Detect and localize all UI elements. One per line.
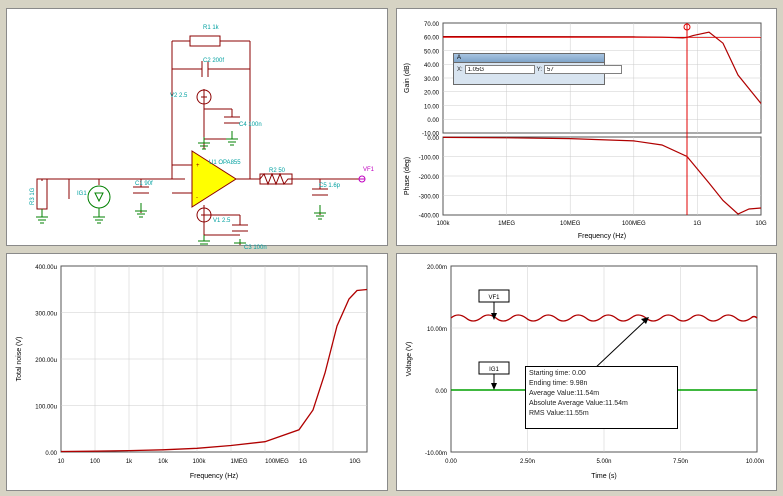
component-label-r2: R2 50 xyxy=(269,168,286,174)
gain-ytick-6: 10.00 xyxy=(423,104,439,111)
gain-ytick-7: 0.00 xyxy=(427,118,439,124)
trans-xtick-0: 0.00 xyxy=(445,459,457,465)
bode-xtick-1: 1MEG xyxy=(498,221,516,227)
bode-xlabel: Frequency (Hz) xyxy=(577,233,627,240)
phase-ytick-1: -100.00 xyxy=(418,155,439,162)
stat-absolute-average-value: Absolute Average Value:11.54m xyxy=(529,400,628,407)
trans-xtick-1: 2.50n xyxy=(519,459,536,465)
bode-xtick-2: 10MEG xyxy=(560,221,581,227)
noise-xtick-3: 10k xyxy=(158,459,168,465)
phase-ytick-0: 0.00 xyxy=(427,136,439,142)
trans-xlabel: Time (s) xyxy=(591,473,617,480)
measurement-stats-box[interactable] xyxy=(525,366,678,429)
bode-plot-panel[interactable] xyxy=(396,8,777,246)
bode-chart[interactable] xyxy=(397,9,776,245)
component-label-u1: U1 OPA855 xyxy=(209,160,241,166)
noise-xtick-2: 1k xyxy=(125,459,133,465)
phase-ytick-4: -400.00 xyxy=(418,213,439,220)
gain-ytick-5: 20.00 xyxy=(423,90,439,97)
component-label-c5: C5 1.6p xyxy=(319,183,341,189)
cursor-x-label: X: xyxy=(457,66,463,73)
component-label-c3: C3 100n xyxy=(244,245,267,251)
cursor-x-input[interactable] xyxy=(465,65,535,74)
stat-rms-value: RMS Value:11.55m xyxy=(529,410,589,417)
noise-xtick-4: 100k xyxy=(192,459,206,465)
stat-starting-time: Starting time: 0.00 xyxy=(529,370,586,377)
noise-xtick-7: 1G xyxy=(298,459,308,465)
trans-xtick-3: 7.50n xyxy=(672,459,689,465)
noise-ytick-4: 0.00 xyxy=(45,451,57,457)
gain-ytick-8: -10.00 xyxy=(421,131,439,138)
noise-xlabel: Frequency (Hz) xyxy=(189,473,239,480)
gain-ytick-0: 70.00 xyxy=(423,22,439,28)
trans-ylabel: Voltage (V) xyxy=(406,341,413,377)
bode-xtick-5: 10G xyxy=(755,221,767,227)
trans-xtick-4: 10.00n xyxy=(745,459,765,465)
noise-xtick-0: 10 xyxy=(57,459,65,465)
noise-ytick-1: 300.00u xyxy=(35,311,57,318)
bode-xtick-4: 1G xyxy=(693,221,702,227)
component-label-c1: C1 90f xyxy=(135,181,153,187)
schematic-canvas[interactable] xyxy=(7,9,387,251)
stat-average-value: Average Value:11.54m xyxy=(529,390,600,397)
bode-xtick-0: 100k xyxy=(436,221,450,227)
trans-xtick-2: 5.00n xyxy=(596,459,612,465)
noise-xtick-6: 100MEG xyxy=(265,459,289,465)
svg-text:+: + xyxy=(196,163,200,169)
noise-ytick-0: 400.00u xyxy=(35,265,57,271)
component-label-r3: R3 1G xyxy=(30,187,36,205)
probe-label-vf1: VF1 xyxy=(363,167,375,173)
trans-ytick-3: -10.00m xyxy=(424,451,447,457)
noise-chart[interactable] xyxy=(7,254,387,490)
cursor-y-input[interactable] xyxy=(544,65,622,74)
trans-ytick-1: 10.00m xyxy=(426,327,447,333)
noise-ytick-2: 200.00u xyxy=(35,358,57,364)
gain-ytick-3: 40.00 xyxy=(423,63,439,69)
noise-ylabel: Total noise (V) xyxy=(16,336,23,382)
bode-xtick-3: 100MEG xyxy=(621,221,646,227)
cursor-readout-window[interactable] xyxy=(453,53,605,85)
component-label-v1: V1 2.5 xyxy=(213,218,231,224)
trans-ytick-2: 0.00 xyxy=(435,389,447,395)
noise-xtick-8: 10G xyxy=(349,459,361,465)
component-label-c4: C4 100n xyxy=(239,122,262,128)
component-label-c2: C2 200f xyxy=(203,58,225,64)
phase-ytick-3: -300.00 xyxy=(418,194,439,201)
component-label-r1: R1 1k xyxy=(203,25,219,31)
total-noise-panel[interactable] xyxy=(6,253,388,491)
schematic-panel[interactable] xyxy=(6,8,388,251)
stat-ending-time: Ending time: 9.98n xyxy=(529,380,588,387)
bode-phase-ylabel: Phase (deg) xyxy=(404,156,411,196)
gain-ytick-1: 60.00 xyxy=(423,35,439,42)
component-label-v2: V2 2.5 xyxy=(170,93,188,99)
noise-xtick-1: 100 xyxy=(89,459,101,465)
vf1-annotation-label: VF1 xyxy=(488,295,500,301)
ig1-annotation-label: IG1 xyxy=(489,367,499,373)
noise-xtick-5: 1MEG xyxy=(230,459,248,465)
noise-ytick-3: 100.00u xyxy=(35,404,57,411)
svg-text:-: - xyxy=(196,195,198,201)
cursor-y-label: Y: xyxy=(536,66,543,73)
bode-gain-ylabel: Gain (dB) xyxy=(404,63,411,93)
trans-ytick-0: 20.00m xyxy=(426,265,447,271)
cursor-window-title: A xyxy=(454,54,604,63)
transient-panel[interactable] xyxy=(396,253,777,491)
gain-ytick-4: 30.00 xyxy=(423,76,439,83)
gain-ytick-2: 50.00 xyxy=(423,49,439,56)
component-label-ig1: IG1 xyxy=(77,191,87,197)
phase-ytick-2: -200.00 xyxy=(418,175,439,181)
